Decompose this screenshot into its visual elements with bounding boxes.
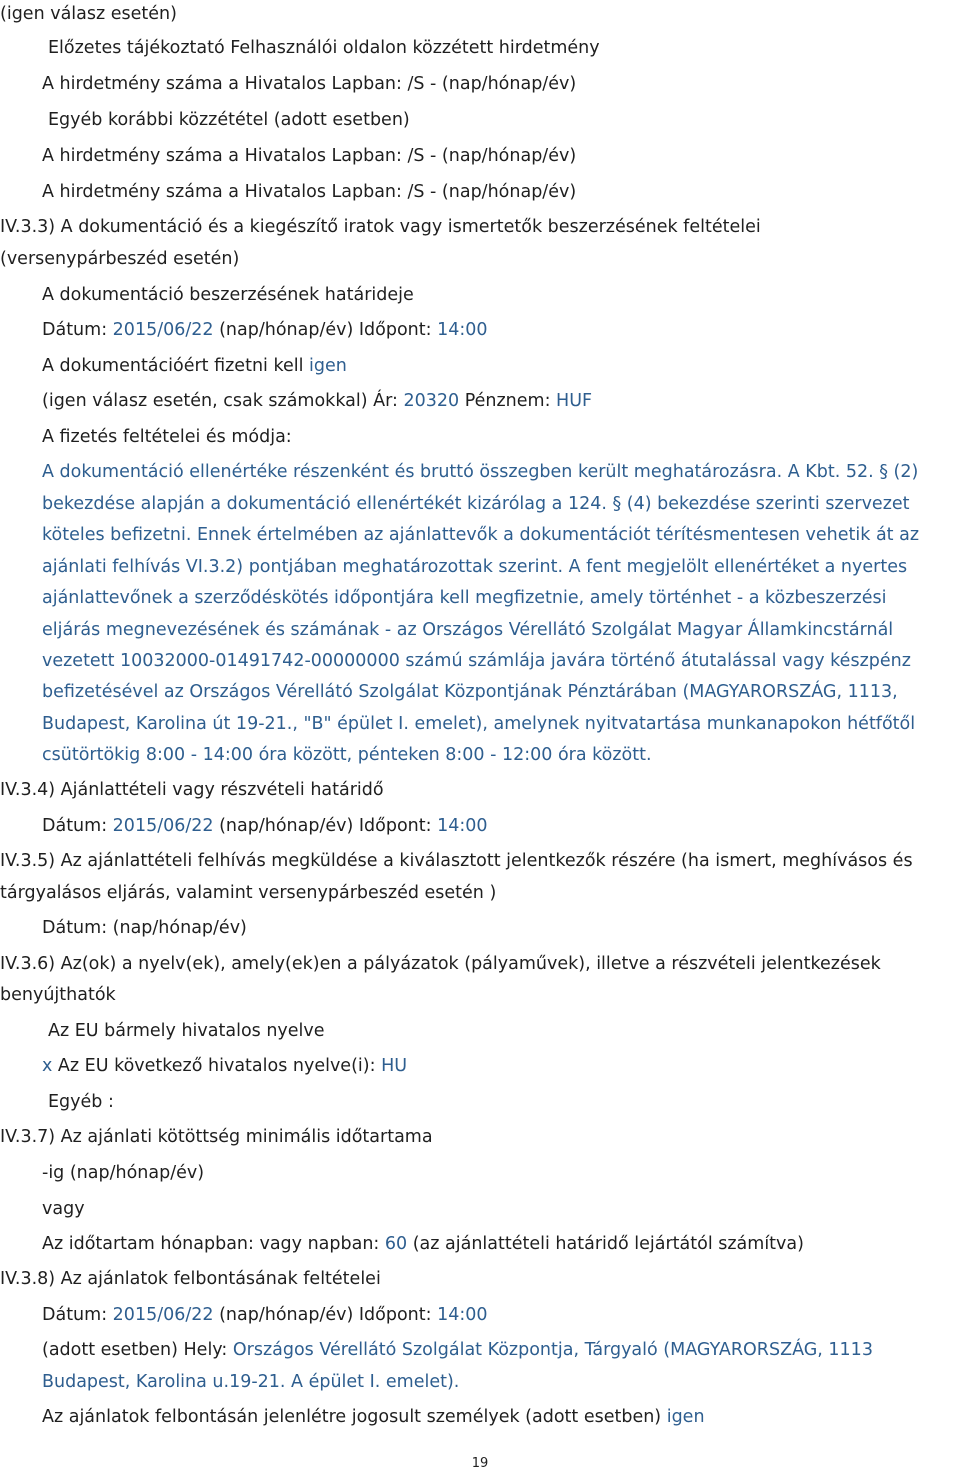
payment-terms-text: ajánlati felhívás VI.3.2) pontjában meghatározottak szerint. A fent megjelölt ellenértéket a nyertes — [42, 557, 908, 577]
persons-label: Az ajánlatok felbontásán jelenlétre jogosult személyek (adott esetben) — [42, 1407, 667, 1427]
date-format: (nap/hónap/év) Időpont: — [213, 1305, 438, 1325]
page-number: 19 — [471, 1456, 489, 1471]
section-title-iv-3-5: IV.3.5) Az ajánlattételi felhívás megküldése a kiválasztott jelentkezők részére (ha ismert, meghívásos és — [0, 851, 913, 871]
opening-persons-line — [42, 1405, 705, 1429]
date-value: 2015/06/22 — [112, 320, 214, 340]
section-title-iv-3-4: IV.3.4) Ajánlattételi vagy részvételi határidő — [0, 780, 384, 800]
price-label: (igen válasz esetén, csak számokkal) Ár: — [42, 391, 404, 411]
payment-terms-text: A dokumentáció ellenértéke részenként és bruttó összegben került meghatározásra. A Kbt. 52. § (2) — [42, 462, 919, 482]
section-title-iv-3-6-cont: benyújthatók — [0, 985, 116, 1005]
persons-value: igen — [666, 1407, 705, 1427]
prior-heading: (igen válasz esetén) — [0, 4, 177, 24]
language-label: Az EU következő hivatalos nyelve(i): — [52, 1056, 382, 1076]
pay-value: igen — [309, 356, 347, 376]
language-value: HU — [381, 1056, 408, 1076]
doc-payment-line — [42, 354, 347, 378]
opening-place-line-cont: Budapest, Karolina u.19-21. A épület I. emelet). — [42, 1372, 460, 1392]
section-title-iv-3-3-cont: (versenypárbeszéd esetén) — [0, 249, 240, 269]
date-value: 2015/06/22 — [112, 1305, 214, 1325]
check-mark-icon: x — [42, 1056, 53, 1076]
opening-place-line — [42, 1338, 873, 1362]
doc-deadline-date-line — [42, 318, 488, 342]
date-label: Dátum: — [42, 1305, 113, 1325]
price-value: 20320 — [403, 391, 460, 411]
binding-or-line: vagy — [42, 1199, 85, 1219]
time-value: 14:00 — [437, 1305, 488, 1325]
payment-terms-text: köteles befizetni. Ennek értelmében az ajánlattevők a dokumentációt térítésmentesen vehetik át az — [42, 525, 920, 545]
payment-terms-text: Budapest, Karolina út 19-21., "B" épület I. emelet), amelynek nyitvatartása munkanapokon hétfőtől — [42, 714, 916, 734]
duration-suffix: (az ajánlattételi határidő lejártától számítva) — [407, 1234, 804, 1254]
payment-terms-text: befizetésével az Országos Vérellátó Szolgálat Központjának Pénztárában (MAGYARORSZÁG, 1113, — [42, 682, 898, 702]
notice-number-line: A hirdetmény száma a Hivatalos Lapban: /S - (nap/hónap/év) — [42, 74, 577, 94]
time-value: 14:00 — [437, 816, 488, 836]
section-title-iv-3-7: IV.3.7) Az ajánlati kötöttség minimális időtartama — [0, 1127, 433, 1147]
section-title-iv-3-6: IV.3.6) Az(ok) a nyelv(ek), amely(ek)en a pályázatok (pályaművek), illetve a részvételi jelentkezések — [0, 954, 881, 974]
time-value: 14:00 — [437, 320, 488, 340]
payment-terms-label: A fizetés feltételei és módja: — [42, 427, 292, 447]
payment-terms-text: vezetett 10032000-01491742-00000000 számú számlája javára történő átutalással vagy készpénz — [42, 651, 911, 671]
submission-deadline-date-line — [42, 814, 488, 838]
place-value: Országos Vérellátó Szolgálat Központja, Tárgyaló (MAGYARORSZÁG, 1113 — [232, 1340, 873, 1360]
date-format: (nap/hónap/év) Időpont: — [213, 816, 438, 836]
opening-date-line — [42, 1303, 488, 1327]
prior-options-line: Előzetes tájékoztató Felhasználói oldalon közzétett hirdetmény — [48, 38, 600, 58]
date-format: (nap/hónap/év) Időpont: — [213, 320, 438, 340]
binding-duration-line — [42, 1232, 804, 1256]
language-option-other: Egyéb : — [48, 1092, 114, 1112]
place-label: (adott esetben) Hely: — [42, 1340, 233, 1360]
invitation-date-line: Dátum: (nap/hónap/év) — [42, 918, 247, 938]
pay-label: A dokumentációért fizetni kell — [42, 356, 310, 376]
language-option-any: Az EU bármely hivatalos nyelve — [48, 1021, 325, 1041]
duration-value: 60 — [384, 1234, 408, 1254]
duration-label: Az időtartam hónapban: vagy napban: — [42, 1234, 385, 1254]
section-title-iv-3-5-cont: tárgyalásos eljárás, valamint versenypárbeszéd esetén ) — [0, 883, 497, 903]
section-title-iv-3-3: IV.3.3) A dokumentáció és a kiegészítő iratok vagy ismertetők beszerzésének feltételei — [0, 217, 761, 237]
currency-value: HUF — [556, 391, 593, 411]
date-value: 2015/06/22 — [112, 816, 214, 836]
doc-deadline-label: A dokumentáció beszerzésének határideje — [42, 285, 414, 305]
language-option-following — [42, 1054, 407, 1078]
payment-terms-text: ajánlattevőnek a szerződéskötés időpontjára kell megfizetnie, amely történhet - a közbeszerzési — [42, 588, 887, 608]
doc-price-line — [42, 389, 592, 413]
notice-number-line: A hirdetmény száma a Hivatalos Lapban: /S - (nap/hónap/év) — [42, 182, 577, 202]
notice-number-line: A hirdetmény száma a Hivatalos Lapban: /S - (nap/hónap/év) — [42, 146, 577, 166]
section-title-iv-3-8: IV.3.8) Az ajánlatok felbontásának feltételei — [0, 1269, 381, 1289]
date-label: Dátum: — [42, 816, 113, 836]
other-prior-line: Egyéb korábbi közzététel (adott esetben) — [48, 110, 410, 130]
date-label: Dátum: — [42, 320, 113, 340]
binding-until-line: -ig (nap/hónap/év) — [42, 1163, 205, 1183]
currency-label: Pénznem: — [459, 391, 557, 411]
payment-terms-text: bekezdése alapján a dokumentáció ellenértékét kizárólag a 124. § (4) bekezdése szerinti szervezet — [42, 494, 910, 514]
payment-terms-text: eljárás megnevezésének és számának - az Országos Vérellátó Szolgálat Magyar Államkincstárnál — [42, 620, 894, 640]
payment-terms-text: csütörtökig 8:00 - 14:00 óra között, pénteken 8:00 - 12:00 óra között. — [42, 745, 652, 765]
